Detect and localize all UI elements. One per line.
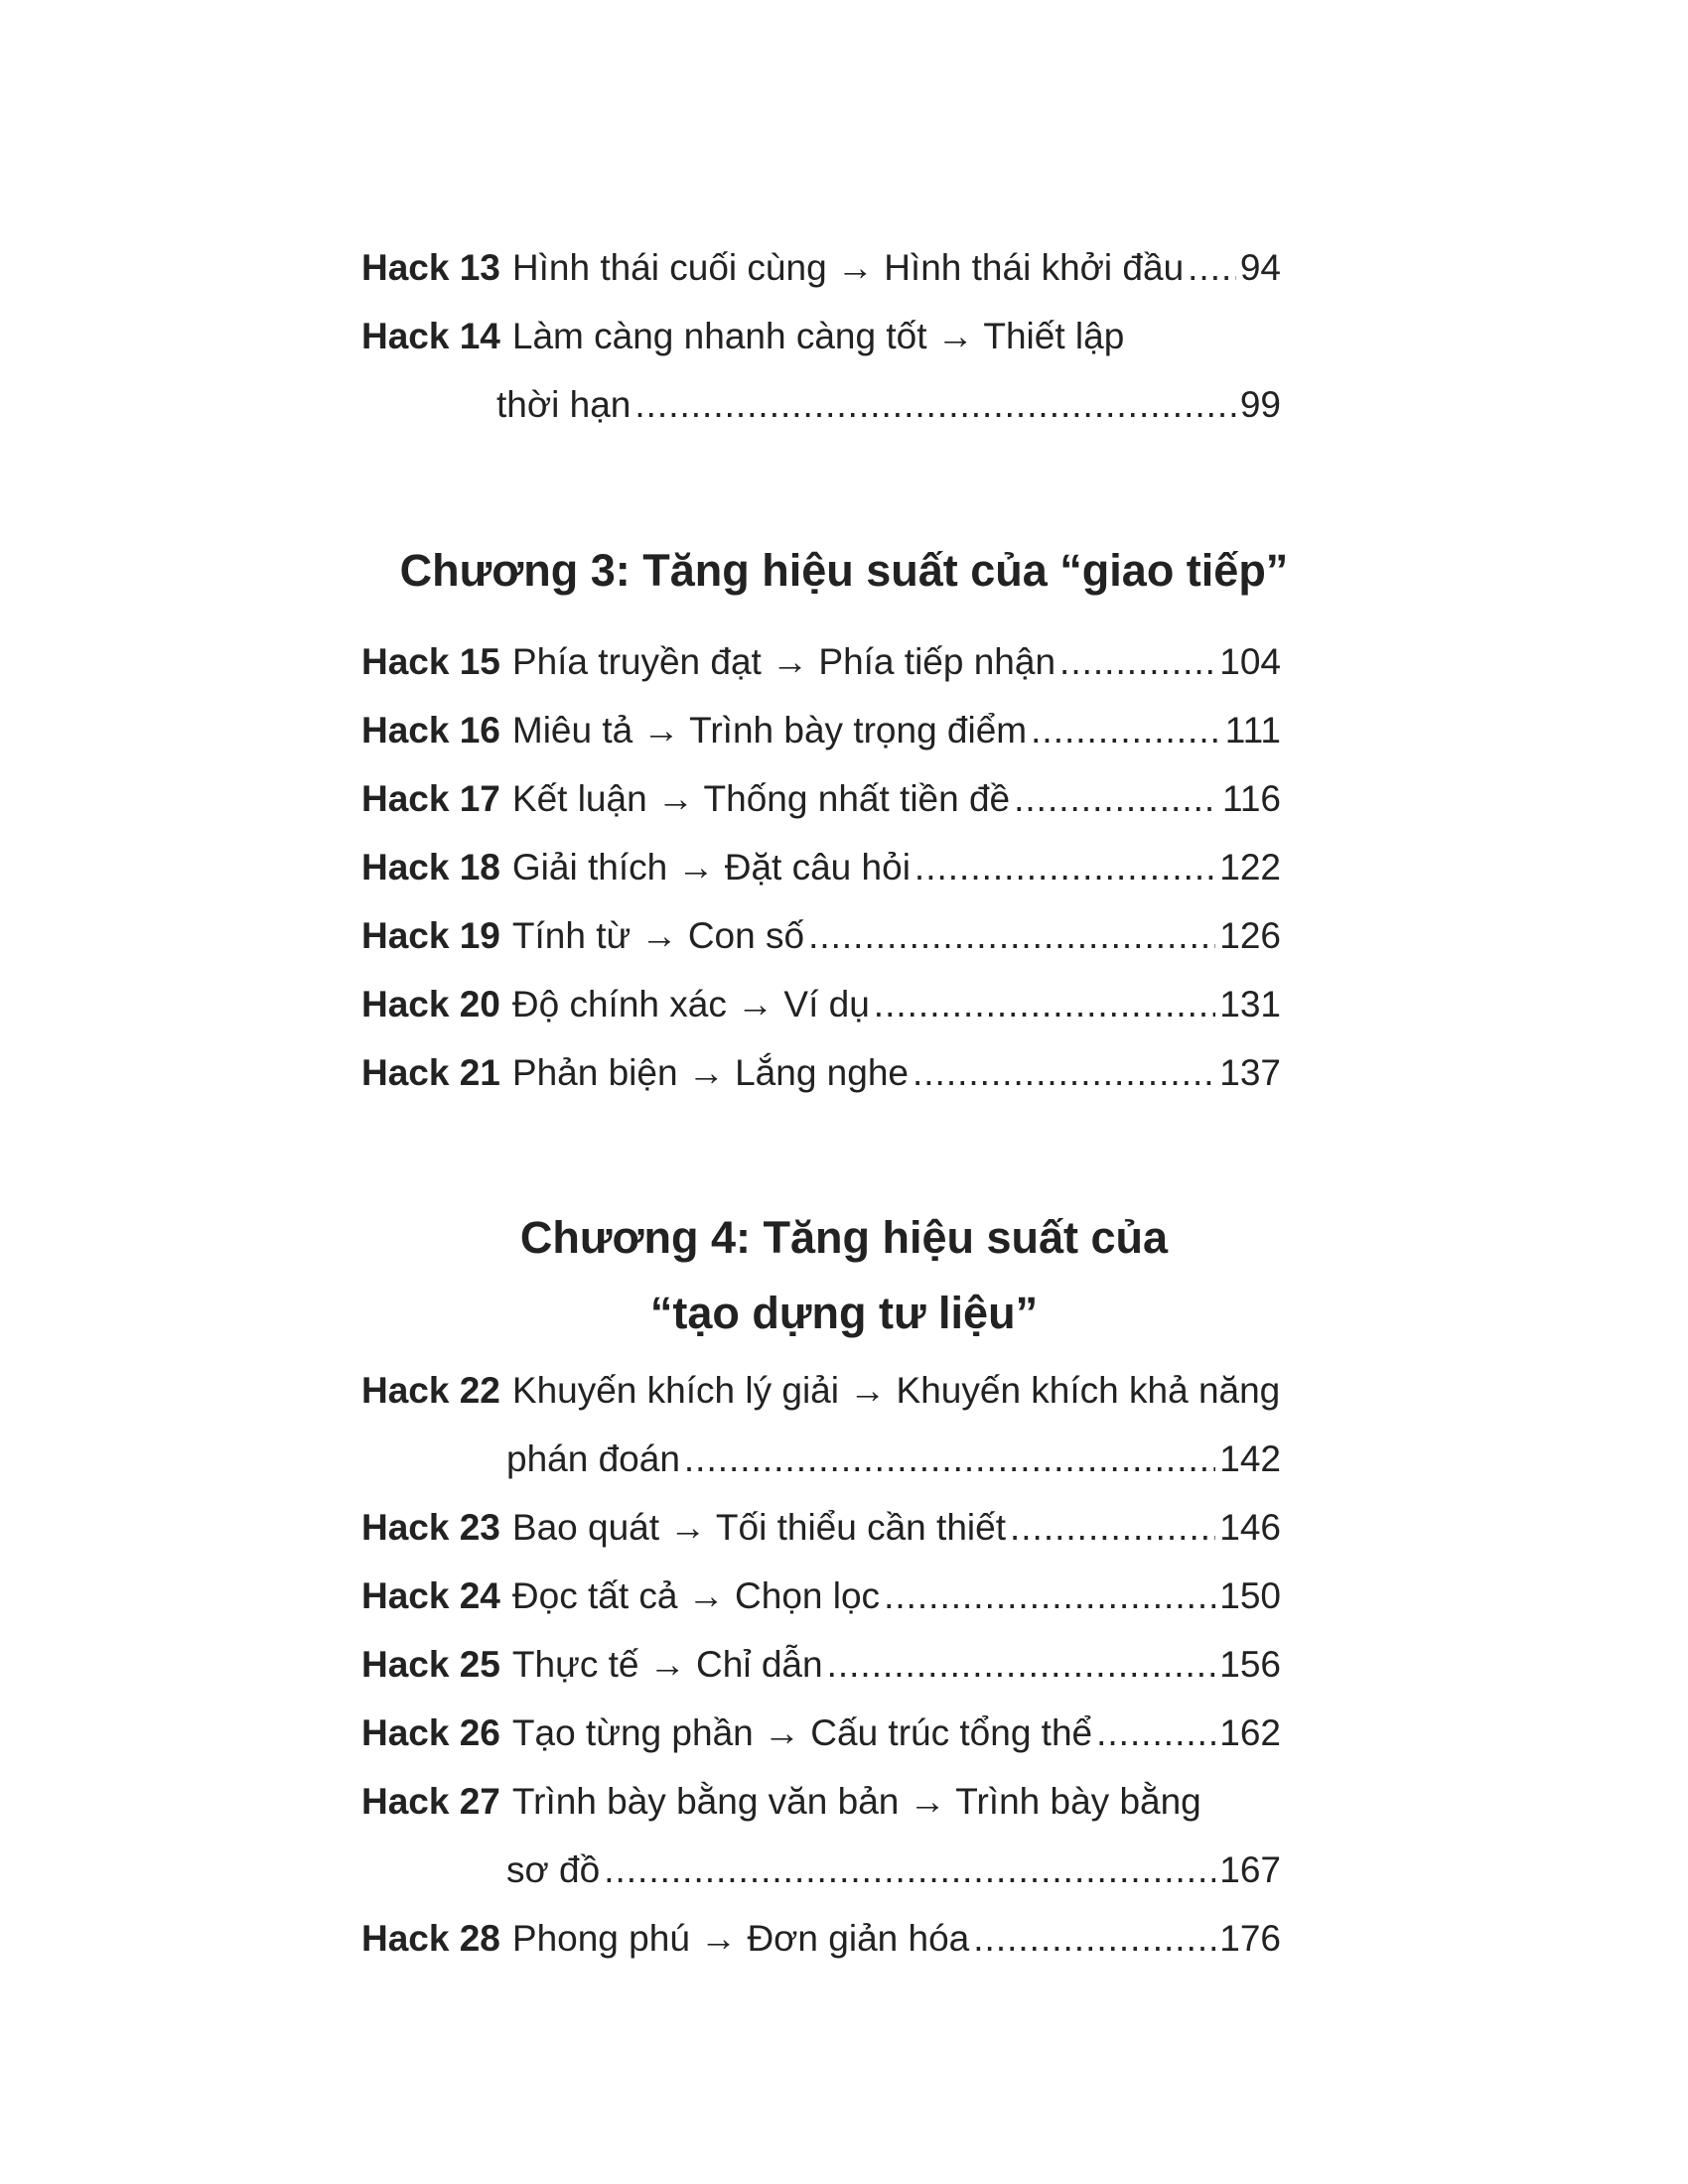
hack-label: Hack 20 [361,984,500,1024]
entry-title: Tính từ → Con số [511,915,805,956]
chapter-3-heading: Chương 3: Tăng hiệu suất của “giao tiếp” [399,545,1289,596]
page-number: 142 [1219,1438,1281,1479]
page-number: 156 [1219,1644,1281,1685]
entry-title: Phong phú → Đơn giản hóa [511,1918,970,1959]
dot-leader [914,843,1215,892]
dot-leader [1188,243,1236,293]
dot-leader [1031,706,1221,755]
dot-leader [1010,1503,1215,1553]
toc-entry-hack-28[interactable] [361,1914,1281,1964]
entry-title: Bao quát → Tối thiểu cần thiết [511,1507,1006,1548]
entry-title: Phía truyền đạt → Phía tiếp nhận [511,641,1056,682]
entry-title: Giải thích → Đặt câu hỏi [511,847,911,887]
hack-label: Hack 24 [361,1575,500,1616]
page-number: 137 [1219,1052,1281,1093]
dot-leader [913,1048,1215,1098]
entry-title: Hình thái cuối cùng → Hình thái khởi đầu [511,247,1185,288]
entry-title: Khuyến khích lý giải → Khuyến khích khả năng [511,1370,1281,1411]
hack-label: Hack 15 [361,641,500,682]
hack-label: Hack 27 [361,1781,500,1822]
toc-entry-hack-14[interactable] [361,312,1281,361]
hack-label: Hack 14 [361,316,500,356]
dot-leader [1096,1708,1215,1758]
page-number: 150 [1219,1575,1281,1616]
hack-label: Hack 18 [361,847,500,887]
dot-leader [684,1434,1215,1484]
page-number: 94 [1239,247,1281,288]
page-number: 122 [1219,847,1281,887]
hack-label: Hack 17 [361,778,500,819]
entry-title: Thực tế → Chỉ dẫn [511,1644,823,1685]
hack-label: Hack 13 [361,247,500,288]
entry-title: Trình bày bằng văn bản → Trình bày bằng [511,1781,1201,1822]
toc-entry-hack-15[interactable] [361,637,1281,687]
entry-title: Phản biện → Lắng nghe [511,1052,909,1093]
hack-label: Hack 21 [361,1052,500,1093]
toc-entry-hack-18[interactable] [361,843,1281,892]
chapter-4-heading-line-2: “tạo dựng tư liệu” [649,1288,1039,1338]
toc-entry-hack-19[interactable] [361,911,1281,961]
hack-label: Hack 22 [361,1370,500,1411]
entry-title: Kết luận → Thống nhất tiền đề [511,778,1011,819]
page-number: 99 [1239,384,1281,425]
dot-leader [874,980,1215,1029]
entry-title: Làm càng nhanh càng tốt → Thiết lập [511,316,1125,356]
toc-entry-hack-21[interactable] [361,1048,1281,1098]
dot-leader [808,911,1215,961]
hack-label: Hack 23 [361,1507,500,1548]
dot-leader [604,1845,1215,1895]
toc-entry-hack-22[interactable] [361,1366,1281,1416]
page-number: 176 [1219,1918,1281,1959]
page-number: 167 [1219,1849,1281,1890]
hack-label: Hack 25 [361,1644,500,1685]
entry-title: Miêu tả → Trình bày trọng điểm [511,710,1028,751]
entry-title-continuation: sơ đồ [506,1849,601,1890]
page-number: 104 [1219,641,1281,682]
toc-entry-hack-22-continuation[interactable] [506,1434,1281,1484]
page-number: 131 [1219,984,1281,1024]
toc-entry-hack-27[interactable] [361,1777,1281,1827]
entry-title-continuation: phán đoán [506,1438,680,1479]
page-number: 116 [1222,778,1281,819]
toc-entry-hack-13[interactable] [361,243,1281,293]
entry-title: Độ chính xác → Ví dụ [511,984,870,1024]
dot-leader [1059,637,1215,687]
hack-label: Hack 19 [361,915,500,956]
page-number: 111 [1224,710,1281,751]
hack-label: Hack 26 [361,1712,500,1753]
toc-entry-hack-26[interactable] [361,1708,1281,1758]
dot-leader [884,1571,1215,1621]
toc-entry-hack-16[interactable] [361,706,1281,755]
page-number: 162 [1219,1712,1281,1753]
toc-entry-hack-17[interactable] [361,774,1281,824]
dot-leader [973,1914,1215,1964]
hack-label: Hack 28 [361,1918,500,1959]
dot-leader [1014,774,1218,824]
dot-leader [827,1640,1216,1690]
toc-entry-hack-23[interactable] [361,1503,1281,1553]
hack-label: Hack 16 [361,710,500,751]
toc-entry-hack-14-continuation[interactable] [496,380,1281,430]
page-number: 126 [1219,915,1281,956]
toc-entry-hack-24[interactable] [361,1571,1281,1621]
page-number: 146 [1219,1507,1281,1548]
chapter-4-heading-line-1: Chương 4: Tăng hiệu suất của [519,1212,1169,1263]
toc-entry-hack-25[interactable] [361,1640,1281,1690]
toc-entry-hack-20[interactable] [361,980,1281,1029]
dot-leader [634,380,1235,430]
entry-title: Tạo từng phần → Cấu trúc tổng thể [511,1712,1093,1753]
entry-title: Đọc tất cả → Chọn lọc [511,1575,881,1616]
toc-entry-hack-27-continuation[interactable] [506,1845,1281,1895]
entry-title-continuation: thời hạn [496,384,632,425]
